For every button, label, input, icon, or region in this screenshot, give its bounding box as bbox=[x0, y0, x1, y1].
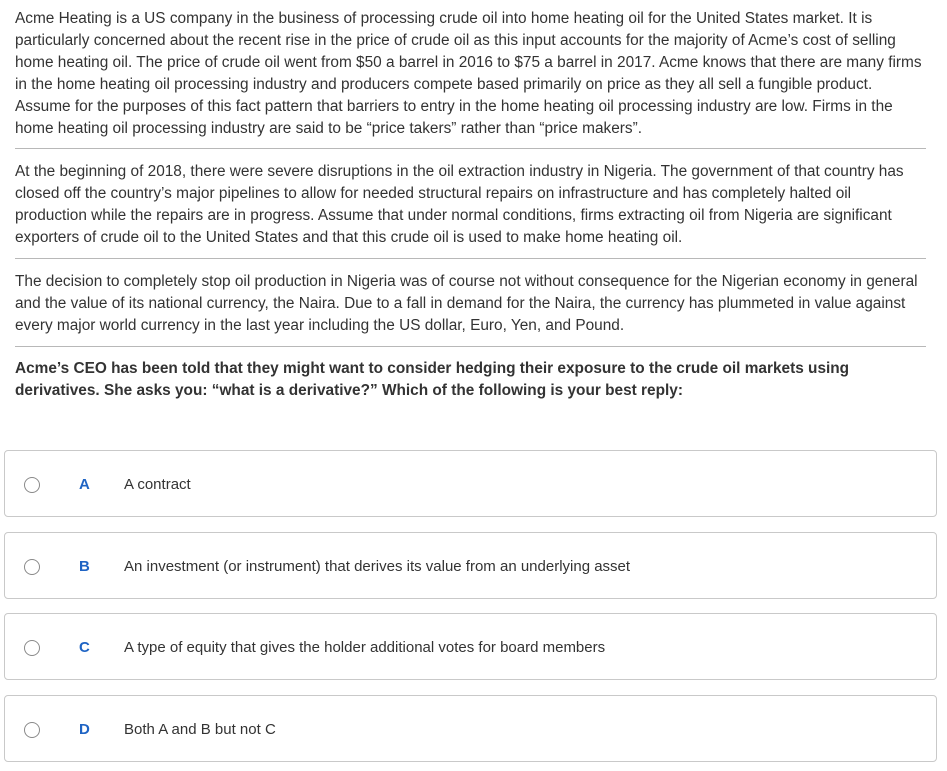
answer-option-b[interactable] bbox=[4, 532, 937, 599]
radio-button-c[interactable] bbox=[24, 640, 40, 656]
radio-button-d[interactable] bbox=[24, 722, 40, 738]
radio-button-b[interactable] bbox=[24, 559, 40, 575]
option-text: A contract bbox=[124, 476, 191, 493]
passage-paragraph-3: The decision to completely stop oil production in Nigeria was of course not without consequence for the Nigerian economy in general and the value of its national currency, the Naira. Due to a fall in demand for the Naira, the currency has plummeted in value against every major world currency in the last year including the US dollar, Euro, Yen, and Pound. bbox=[15, 273, 918, 334]
question-prompt: Acme’s CEO has been told that they might want to consider hedging their exposure to the crude oil markets using derivatives. She asks you: “what is a derivative?” Which of the following is your best reply: bbox=[15, 360, 850, 399]
divider bbox=[15, 258, 926, 259]
option-letter: C bbox=[79, 639, 90, 656]
passage-paragraph-2: At the beginning of 2018, there were severe disruptions in the oil extraction industry in Nigeria. The government of that country has closed off the country’s major pipelines to allow for needed structural repairs on infrastructure and has completely halted oil production while the repairs are in progress. Assume that under normal conditions, firms extracting oil from Nigeria are significant exporters of crude oil to the United States and that this crude oil is used to make home heating oil. bbox=[15, 163, 904, 246]
passage-paragraph-1: Acme Heating is a US company in the business of processing crude oil into home heating oil for the United States market. It is particularly concerned about the recent rise in the price of crude oil as this input accounts for the majority of Acme’s cost of selling home heating oil. The price of crude oil went from $50 a barrel in 2016 to $75 a barrel in 2017. Acme knows that there are many firms in the home heating oil processing industry and producers compete based primarily on price as they all sell a fungible product. Assume for the purposes of this fact pattern that barriers to entry in the home heating oil processing industry are low. Firms in the home heating oil processing industry are said to be “price takers” rather than “price makers”. bbox=[15, 10, 922, 137]
option-letter: B bbox=[79, 558, 90, 575]
answer-option-a[interactable] bbox=[4, 450, 937, 517]
option-text: A type of equity that gives the holder additional votes for board members bbox=[124, 639, 606, 656]
option-text: An investment (or instrument) that derives its value from an underlying asset bbox=[124, 558, 631, 575]
option-text: Both A and B but not C bbox=[124, 721, 276, 738]
answer-option-d[interactable] bbox=[4, 695, 937, 762]
radio-button-a[interactable] bbox=[24, 477, 40, 493]
answer-option-c[interactable] bbox=[4, 613, 937, 680]
divider bbox=[15, 346, 926, 347]
option-letter: A bbox=[79, 476, 90, 493]
divider bbox=[15, 148, 926, 149]
option-letter: D bbox=[79, 721, 90, 738]
